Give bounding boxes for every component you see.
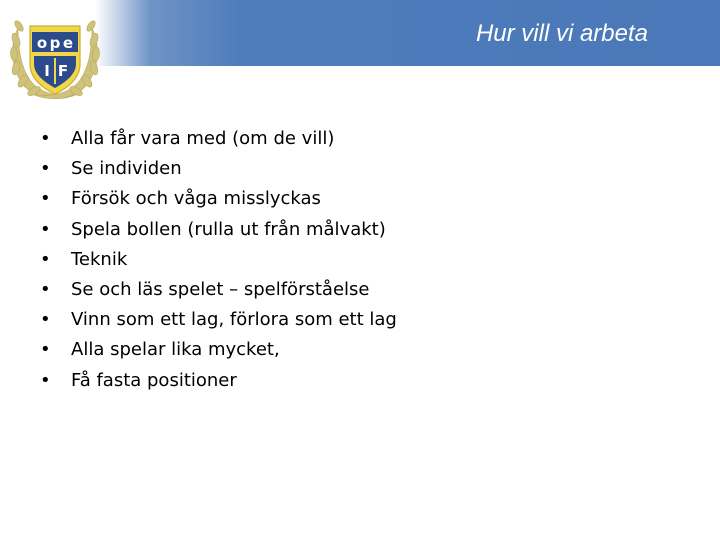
list-item-text: Spela bollen (rulla ut från målvakt)	[71, 218, 386, 240]
club-crest-logo	[4, 6, 106, 104]
list-item	[40, 184, 397, 214]
list-item-text: Få fasta positioner	[71, 369, 237, 391]
bullet-icon: •	[40, 339, 51, 361]
list-item	[40, 335, 397, 365]
list-item	[40, 245, 397, 275]
bullet-icon: •	[40, 218, 51, 240]
list-item-text: Alla spelar lika mycket,	[71, 339, 280, 361]
crest-letter-f: F	[57, 62, 69, 80]
list-item	[40, 215, 397, 245]
crest-letter-p: p	[49, 34, 61, 52]
slide-title: Hur vill vi arbeta	[475, 20, 648, 47]
list-item	[40, 124, 397, 154]
bullet-icon: •	[40, 248, 51, 270]
list-item-text: Se och läs spelet – spelförståelse	[71, 278, 370, 300]
list-item-text: Se individen	[71, 158, 182, 180]
bullet-icon: •	[40, 278, 51, 300]
list-item-text: Försök och våga misslyckas	[71, 188, 321, 210]
list-item	[40, 366, 397, 396]
bullet-icon: •	[40, 188, 51, 210]
bullet-icon: •	[40, 369, 51, 391]
list-item-text: Alla får vara med (om de vill)	[71, 128, 335, 149]
list-item-text: Teknik	[71, 248, 128, 270]
list-item-text: Vinn som ett lag, förlora som ett lag	[71, 309, 397, 331]
list-item	[40, 305, 397, 335]
bullet-icon: •	[40, 158, 51, 180]
bullet-list	[40, 124, 397, 396]
crest-letter-i: I	[44, 62, 50, 80]
crest-letter-o: o	[36, 34, 48, 52]
bullet-icon: •	[40, 309, 51, 331]
crest-letter-e: e	[62, 34, 74, 52]
list-item	[40, 275, 397, 305]
bullet-icon: •	[40, 128, 51, 149]
list-item	[40, 154, 397, 184]
